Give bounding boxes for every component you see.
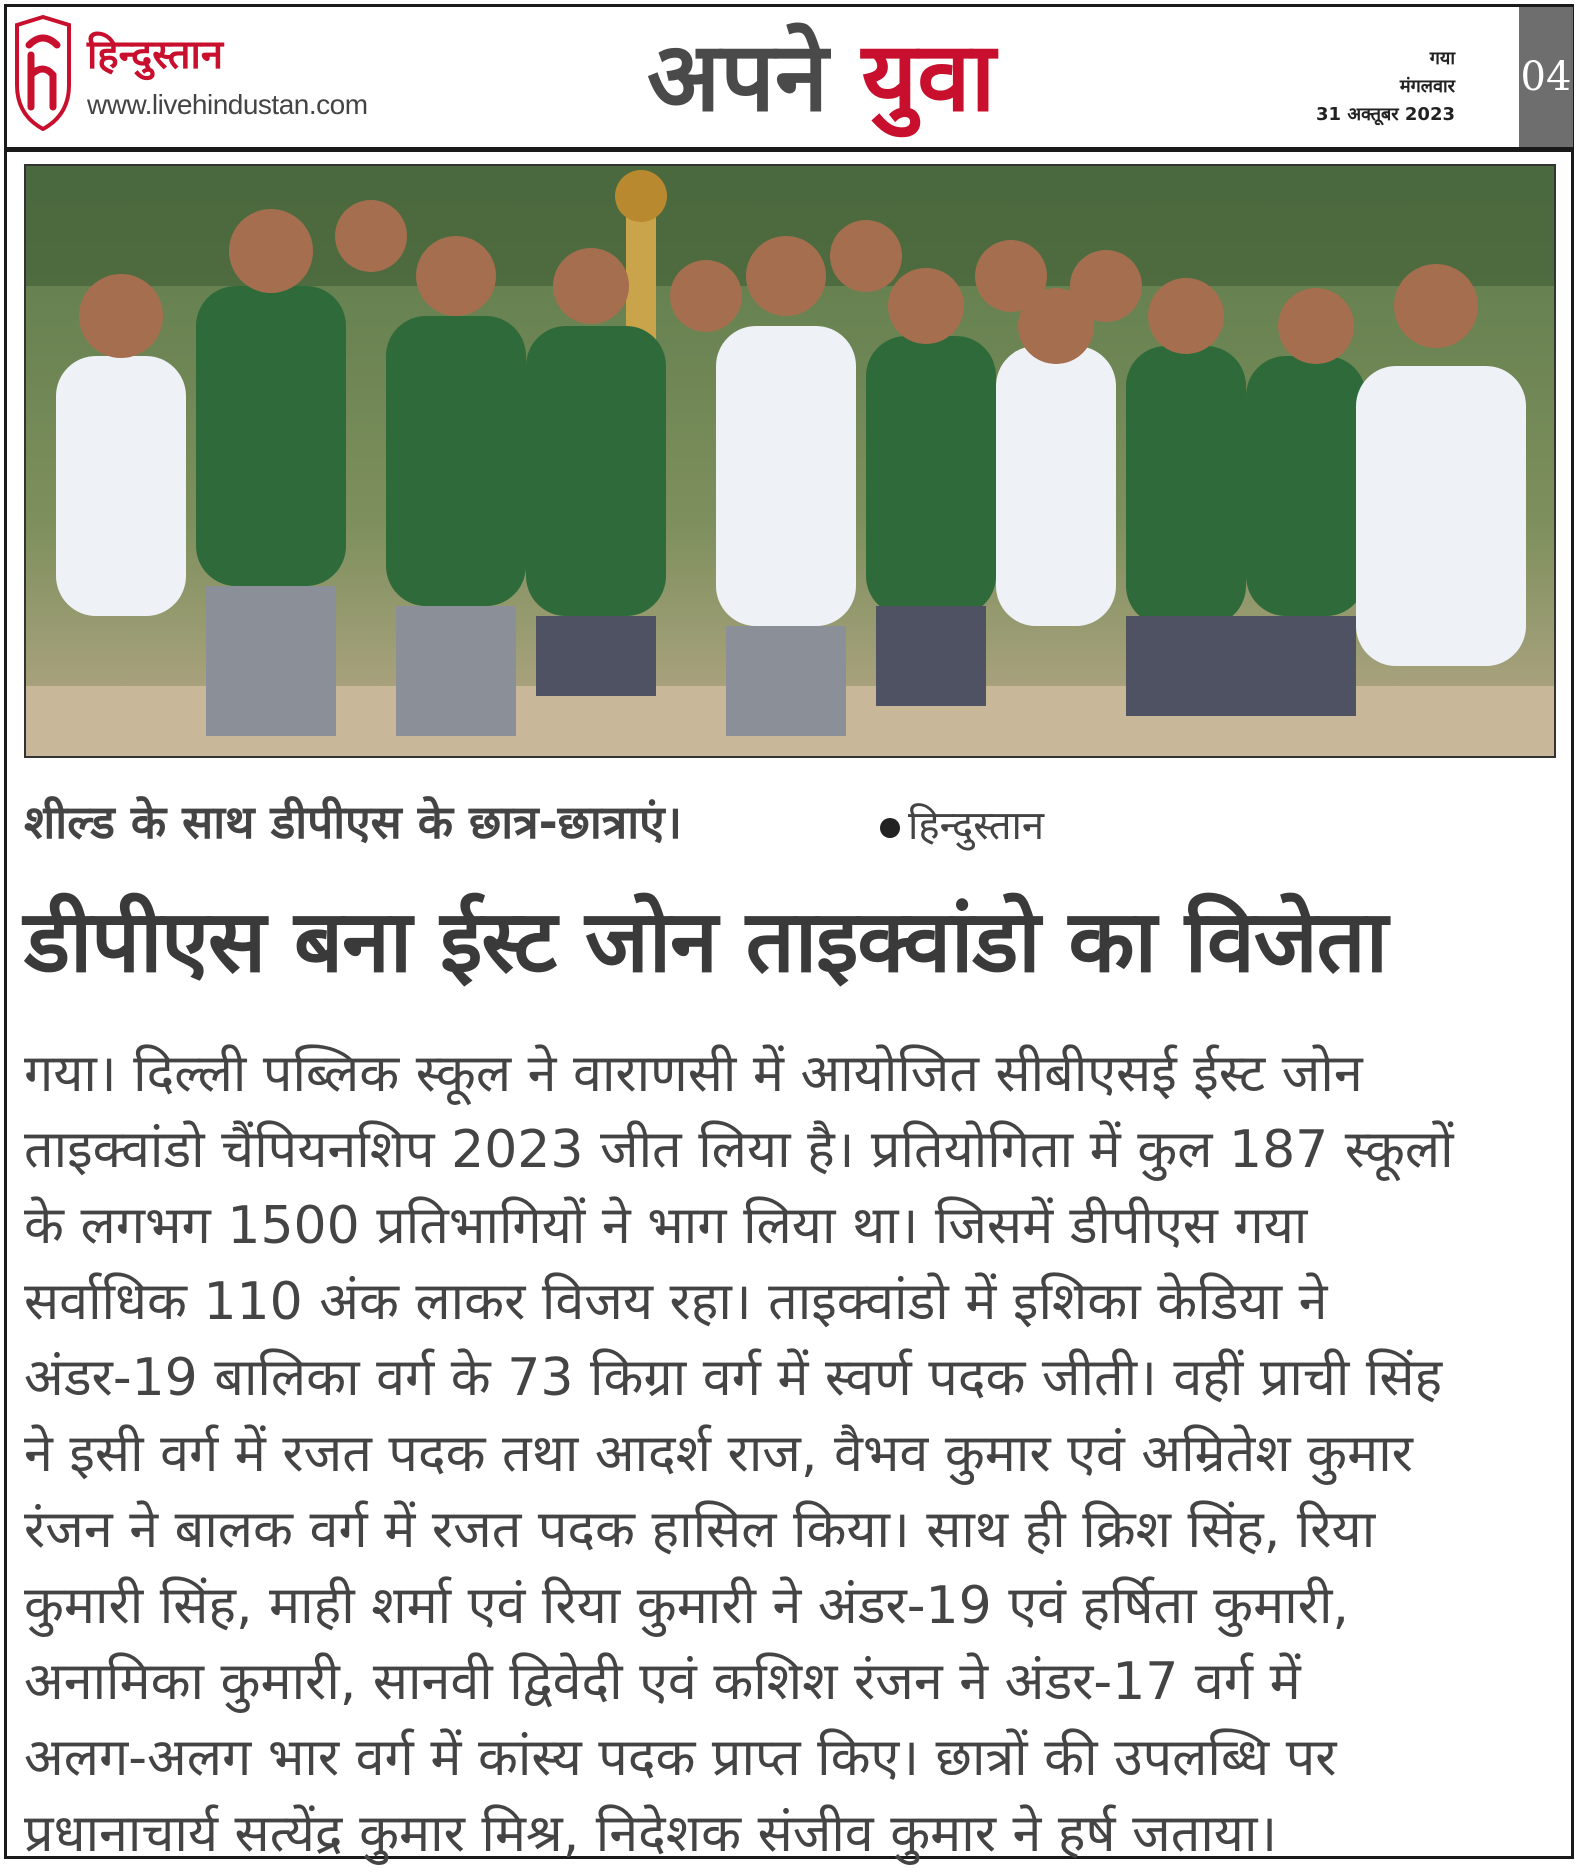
- section-title-part1: अपने: [647, 21, 829, 133]
- article-body: [24, 1036, 1564, 1872]
- article-line: गया। दिल्ली पब्लिक स्कूल ने वाराणसी में आयोजित सीबीएसई ईस्ट जोन: [24, 1044, 1363, 1104]
- article-line: अलग-अलग भार वर्ग में कांस्य पदक प्राप्त किए। छात्रों की उपलब्धि पर: [24, 1728, 1337, 1788]
- page-number: 04: [1519, 7, 1573, 147]
- article-line: अंडर-19 बालिका वर्ग के 73 किग्रा वर्ग में स्वर्ण पदक जीती। वहीं प्राची सिंह: [24, 1348, 1443, 1408]
- article-line: ने इसी वर्ग में रजत पदक तथा आदर्श राज, वैभव कुमार एवं अम्रितेश कुमार: [24, 1424, 1413, 1484]
- bullet-icon: [880, 818, 900, 838]
- article-line: ताइक्वांडो चैंपियनशिप 2023 जीत लिया है। प्रतियोगिता में कुल 187 स्कूलों: [24, 1120, 1454, 1180]
- article-line: कुमारी सिंह, माही शर्मा एवं रिया कुमारी ने अंडर-19 एवं हर्षिता कुमारी,: [24, 1576, 1349, 1636]
- brand-name: हिन्दुस्तान: [87, 32, 224, 78]
- article-line: रंजन ने बालक वर्ग में रजत पदक हासिल किया। साथ ही क्रिश सिंह, रिया: [24, 1500, 1376, 1560]
- brand-url: www.livehindustan.com: [87, 89, 368, 120]
- masthead-rule: [7, 147, 1573, 152]
- photo-caption: शील्ड के साथ डीपीएस के छात्र-छात्राएं।: [24, 795, 683, 849]
- section-title: [647, 17, 996, 137]
- dateline-date: 31 अक्तूबर 2023: [1316, 104, 1455, 125]
- group-photo: [24, 164, 1556, 758]
- masthead: [7, 7, 1573, 147]
- dateline-weekday: मंगलवार: [1399, 76, 1455, 97]
- hindustan-logo-icon: [13, 15, 73, 131]
- article-line: अनामिका कुमारी, सानवी द्विवेदी एवं कशिश रंजन ने अंडर-17 वर्ग में: [24, 1652, 1301, 1712]
- article-line: सर्वाधिक 110 अंक लाकर विजय रहा। ताइक्वांडो में इशिका केडिया ने: [24, 1272, 1328, 1332]
- section-title-part2: युवा: [861, 21, 996, 133]
- photo-credit-text: हिन्दुस्तान: [908, 803, 1045, 849]
- article-line: के लगभग 1500 प्रतिभागियों ने भाग लिया था। जिसमें डीपीएस गया: [24, 1196, 1308, 1256]
- group-photo-illustration: [26, 166, 1554, 756]
- article-line: प्रधानाचार्य सत्येंद्र कुमार मिश्र, निदेशक संजीव कुमार ने हर्ष जताया।: [24, 1804, 1278, 1864]
- dateline-city: गया: [1429, 48, 1455, 69]
- article-headline: डीपीएस बना ईस्ट जोन ताइक्वांडो का विजेता: [24, 892, 1387, 992]
- photo-credit: [880, 796, 1044, 851]
- dateline: [1316, 45, 1455, 129]
